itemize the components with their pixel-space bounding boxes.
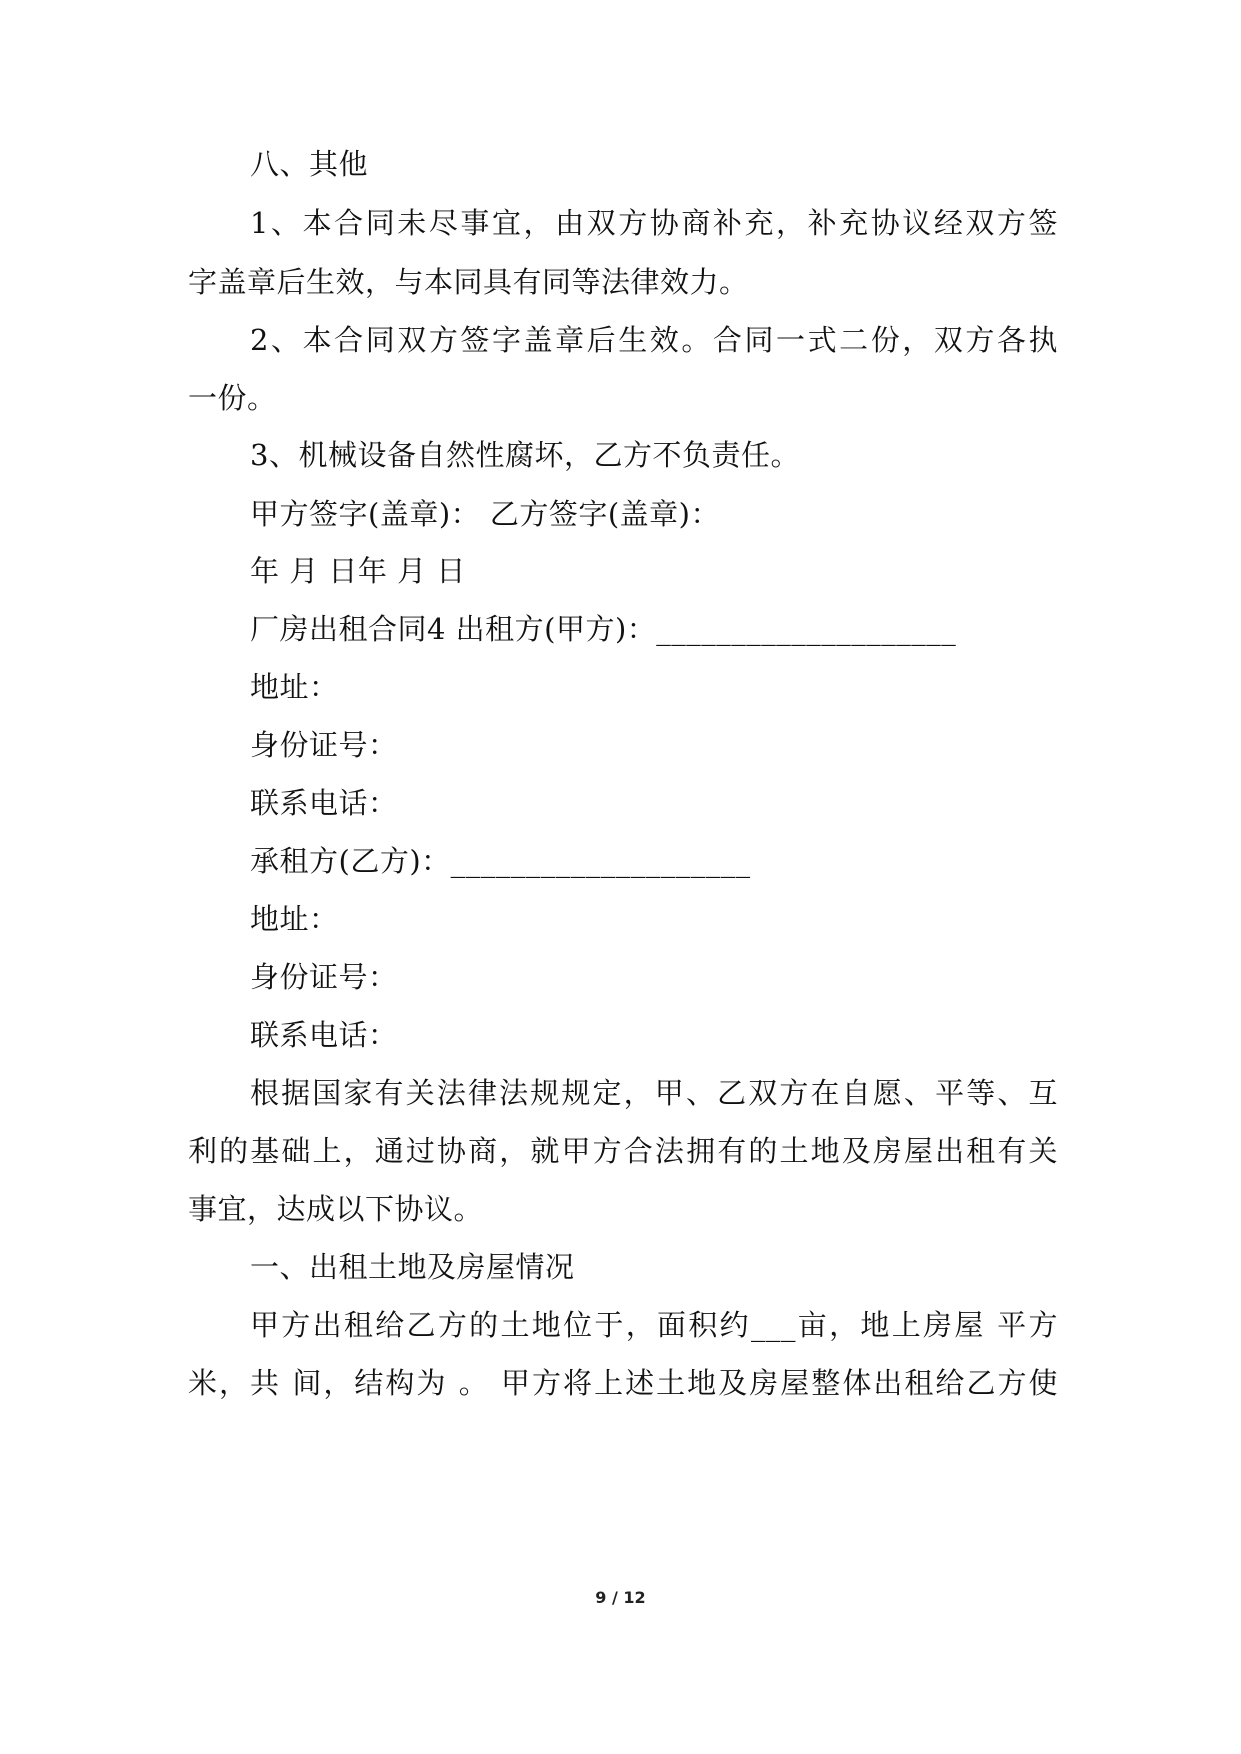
clause-3: 3、机械设备自然性腐坏，乙方不负责任。 <box>250 438 800 472</box>
lessee-phone-label: 联系电话： <box>250 1018 398 1052</box>
clause-2-line-2: 一份。 <box>188 381 277 415</box>
clause-1-line-2: 字盖章后生效，与本同具有同等法律效力。 <box>188 265 749 299</box>
clause-1-line-1: 1、本合同未尽事宜，由双方协商补充，补充协议经双方签 <box>250 206 1058 240</box>
lessor-phone-label: 联系电话： <box>250 786 398 820</box>
lessee-id-label: 身份证号： <box>250 960 398 994</box>
preamble-line-1: 根据国家有关法律法规规定，甲、乙双方在自愿、平等、互 <box>250 1076 1058 1110</box>
lessor-id-label: 身份证号： <box>250 728 398 762</box>
section-heading-rental-property: 一、出租土地及房屋情况 <box>250 1250 575 1284</box>
preamble-line-2: 利的基础上，通过协商，就甲方合法拥有的土地及房屋出租有关 <box>188 1134 1058 1168</box>
date-line: 年 月 日年 月 日 <box>250 554 466 588</box>
lessee-line: 承租方(乙方)：____________________ <box>250 844 751 878</box>
property-line-2: 米，共 间，结构为 。 甲方将上述土地及房屋整体出租给乙方使 <box>188 1366 1058 1400</box>
preamble-line-3: 事宜，达成以下协议。 <box>188 1192 484 1226</box>
section-heading-other: 八、其他 <box>250 147 369 181</box>
contract-title-lessor-line: 厂房出租合同4 出租方(甲方)：____________________ <box>250 612 957 646</box>
property-line-1: 甲方出租给乙方的土地位于，面积约___亩，地上房屋 平方 <box>250 1308 1058 1342</box>
clause-2-line-1: 2、本合同双方签字盖章后生效。合同一式二份，双方各执 <box>250 323 1058 357</box>
lessee-address-label: 地址： <box>250 902 339 936</box>
lessor-address-label: 地址： <box>250 670 339 704</box>
signature-line: 甲方签字(盖章)： 乙方签字(盖章)： <box>250 497 720 531</box>
page-number: 9 / 12 <box>595 1588 646 1607</box>
